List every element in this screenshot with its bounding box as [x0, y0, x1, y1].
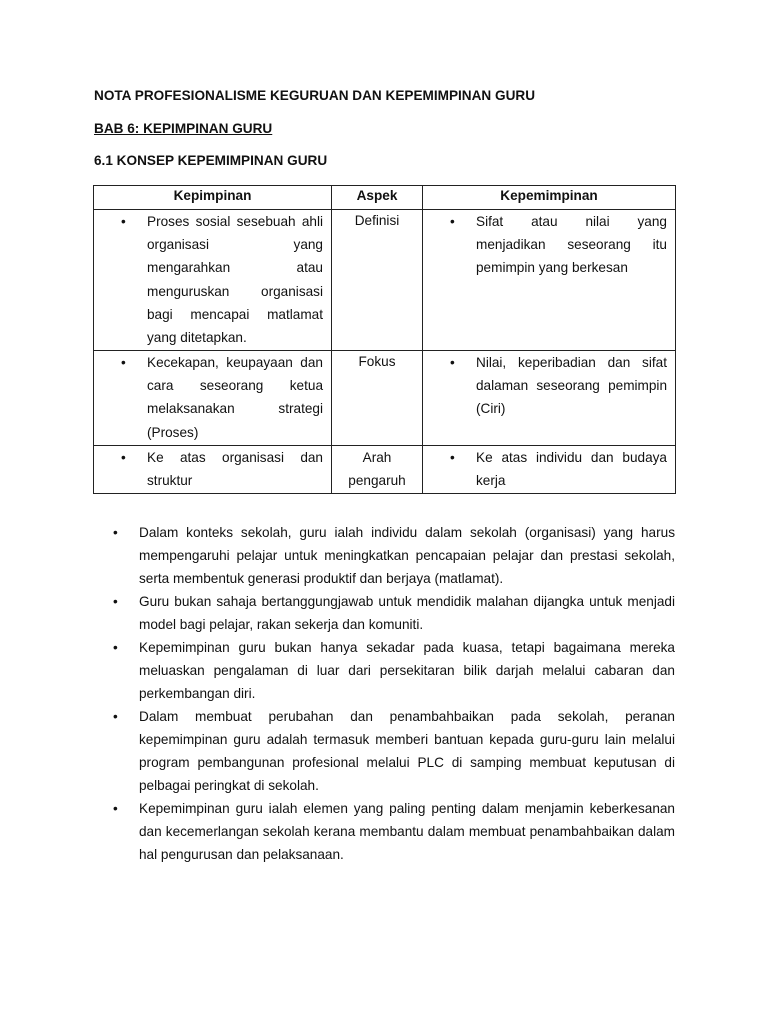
header-kepimpinan: Kepimpinan [94, 186, 332, 210]
notes-list [93, 521, 675, 866]
table-cell [423, 446, 676, 494]
header-kepemimpinan: Kepemimpinan [423, 186, 676, 210]
list-item: • Kepemimpinan guru ialah elemen yang paling penting dalam menjamin keberkesanan dan kecemerlangan sekolah kerana membantu dalam membuat penambahbaikan dalam hal pengurusan dan pelaksanaan. [93, 797, 675, 866]
table-cell [332, 210, 423, 351]
kepemimpinan-fokus: • Nilai, keperibadian dan sifat dalaman seseorang pemimpin (Ciri) [423, 351, 675, 421]
table-cell [423, 351, 676, 446]
kepimpinan-arah-pengaruh: • Ke atas organisasi dan struktur [94, 446, 331, 492]
list-item: • Guru bukan sahaja bertanggungjawab untuk mendidik malahan dijangka untuk menjadi model bagi pelajar, rakan sekerja dan komuniti. [93, 590, 675, 636]
table-cell [332, 351, 423, 446]
kepimpinan-definisi: • Proses sosial sesebuah ahli organisasi yang mengarahkan atau menguruskan organisasi bagi mencapai matlamat yang ditetapkan. [94, 210, 331, 349]
aspect-fokus: Fokus [358, 354, 396, 369]
table-row [94, 446, 676, 494]
chapter-heading: BAB 6: KEPIMPINAN GURU [94, 121, 273, 136]
table-row [94, 210, 676, 351]
kepemimpinan-definisi: • Sifat atau nilai yang menjadikan seseorang itu pemimpin yang berkesan [423, 210, 675, 280]
header-aspek: Aspek [332, 186, 423, 210]
section-heading: 6.1 KONSEP KEPEMIMPINAN GURU [94, 153, 328, 168]
table-cell [94, 446, 332, 494]
table-row [94, 351, 676, 446]
table-cell [94, 351, 332, 446]
list-item: • Dalam konteks sekolah, guru ialah individu dalam sekolah (organisasi) yang harus mempengaruhi pelajar untuk meningkatkan pencapaian pelajar dan prestasi sekolah, serta membentuk generasi produktif dan berjaya (matlamat). [93, 521, 675, 590]
document-title: NOTA PROFESIONALISME KEGURUAN DAN KEPEMIMPINAN GURU [94, 88, 536, 103]
list-item: • Kepemimpinan guru bukan hanya sekadar pada kuasa, tetapi bagaimana mereka meluaskan pengalaman di luar dari persekitaran bilik darjah melalui cabaran dan perkembangan diri. [93, 636, 675, 705]
table-header-row [94, 186, 676, 210]
table-cell [423, 210, 676, 351]
table-cell [332, 446, 423, 494]
kepemimpinan-arah-pengaruh: • Ke atas individu dan budaya kerja [423, 446, 675, 492]
table-cell [94, 210, 332, 351]
list-item: • Dalam membuat perubahan dan penambahbaikan pada sekolah, peranan kepemimpinan guru adalah termasuk memberi bantuan kepada guru-guru lain melalui program pembangunan profesional melalui PLC di samping membuat keputusan di pelbagai peringkat di sekolah. [93, 705, 675, 797]
kepimpinan-fokus: • Kecekapan, keupayaan dan cara seseorang ketua melaksanakan strategi (Proses) [94, 351, 331, 444]
concept-table [93, 185, 676, 494]
aspect-arah-pengaruh: Arah pengaruh [348, 450, 406, 489]
aspect-definisi: Definisi [354, 213, 400, 228]
